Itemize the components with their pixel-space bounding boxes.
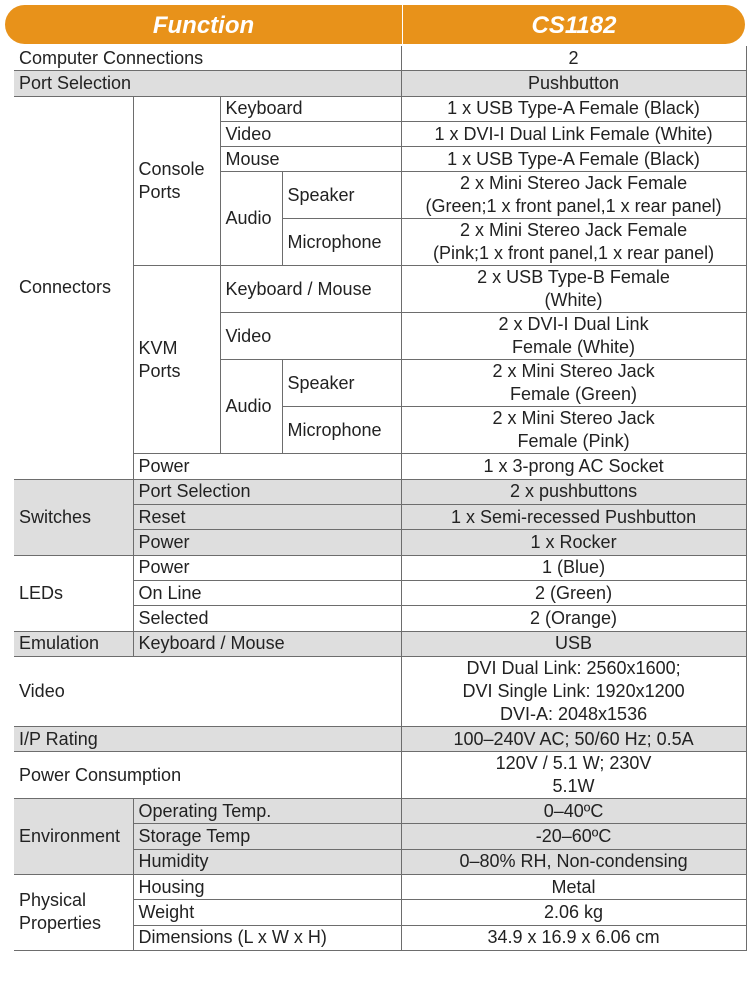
spec-label: Speaker xyxy=(282,172,401,219)
spec-label: Port Selection xyxy=(14,71,401,96)
value-line: 2 x DVI-I Dual Link xyxy=(498,314,649,335)
value-line: 5.1W xyxy=(552,776,595,797)
spec-value xyxy=(401,172,746,219)
table-row xyxy=(14,799,746,824)
spec-value: 100–240V AC; 50/60 Hz; 0.5A xyxy=(401,726,746,751)
table-row xyxy=(14,726,746,751)
spec-label: Keyboard xyxy=(220,96,401,121)
table-row xyxy=(14,479,746,504)
spec-label: Power Consumption xyxy=(14,752,401,799)
table-header-bar xyxy=(5,5,745,44)
spec-label: Operating Temp. xyxy=(133,799,401,824)
spec-value xyxy=(401,752,746,799)
value-line: Female (Pink) xyxy=(517,431,630,452)
spec-value: 2 (Orange) xyxy=(401,606,746,631)
spec-value: 1 x Rocker xyxy=(401,530,746,555)
spec-label: I/P Rating xyxy=(14,726,401,751)
spec-value: 1 x USB Type-A Female (Black) xyxy=(401,96,746,121)
table-row xyxy=(14,96,746,121)
spec-group-label: Emulation xyxy=(14,631,133,656)
spec-group-label: Connectors xyxy=(14,96,133,479)
spec-label: Video xyxy=(220,313,401,360)
table-row xyxy=(14,631,746,656)
spec-label: Selected xyxy=(133,606,401,631)
specification-table xyxy=(14,46,747,951)
spec-value: 1 (Blue) xyxy=(401,555,746,580)
value-line: DVI Dual Link: 2560x1600; xyxy=(466,657,681,678)
value-line: Female (White) xyxy=(512,337,636,358)
spec-label: Microphone xyxy=(282,407,401,454)
kvm-ports-label-line: KVM xyxy=(138,337,178,358)
spec-group-label: LEDs xyxy=(14,555,133,631)
kvm-ports-label-line: Ports xyxy=(138,360,181,381)
spec-value: 1 x DVI-I Dual Link Female (White) xyxy=(401,121,746,146)
value-line: 120V / 5.1 W; 230V xyxy=(495,753,652,774)
spec-value: 2 (Green) xyxy=(401,580,746,605)
function-column-header: Function xyxy=(152,12,255,39)
table-row xyxy=(14,71,746,96)
model-column-header: CS1182 xyxy=(531,12,617,39)
value-line: 2 x USB Type-B Female xyxy=(477,267,670,288)
spec-value xyxy=(401,313,746,360)
spec-label: Video xyxy=(220,121,401,146)
spec-value: 0–40ºC xyxy=(401,799,746,824)
spec-value xyxy=(401,360,746,407)
table-row xyxy=(14,875,746,900)
value-line: (Green;1 x front panel,1 x rear panel) xyxy=(425,196,722,217)
spec-label: Computer Connections xyxy=(14,46,401,71)
spec-subgroup-label xyxy=(133,266,220,454)
spec-value: USB xyxy=(401,631,746,656)
spec-label: Power xyxy=(133,530,401,555)
spec-audio-label: Audio xyxy=(220,360,282,454)
value-line: 2 x Mini Stereo Jack xyxy=(492,408,655,429)
spec-label: Power xyxy=(133,454,401,479)
value-line: (White) xyxy=(544,290,603,311)
spec-label: Microphone xyxy=(282,219,401,266)
value-line: 2 x Mini Stereo Jack Female xyxy=(460,220,688,241)
spec-label: Storage Temp xyxy=(133,824,401,849)
physical-properties-label-line: Physical xyxy=(19,890,87,911)
spec-value xyxy=(401,219,746,266)
spec-group-label xyxy=(14,875,133,951)
value-line: 2 x Mini Stereo Jack xyxy=(492,361,655,382)
spec-value: Metal xyxy=(401,875,746,900)
value-line: 2 x Mini Stereo Jack Female xyxy=(460,173,688,194)
spec-value xyxy=(401,407,746,454)
spec-value: 1 x Semi-recessed Pushbutton xyxy=(401,505,746,530)
spec-value: 2 xyxy=(401,46,746,71)
console-ports-label-line: Console xyxy=(138,159,205,180)
value-line: Female (Green) xyxy=(510,384,638,405)
console-ports-label-line: Ports xyxy=(138,182,181,203)
table-row xyxy=(14,46,746,71)
spec-value xyxy=(401,266,746,313)
spec-label: Speaker xyxy=(282,360,401,407)
spec-label: Dimensions (L x W x H) xyxy=(133,925,401,950)
spec-value: 2 x pushbuttons xyxy=(401,479,746,504)
value-line: (Pink;1 x front panel,1 x rear panel) xyxy=(432,243,715,264)
spec-value: 0–80% RH, Non-condensing xyxy=(401,849,746,874)
spec-subgroup-label xyxy=(133,96,220,266)
spec-value xyxy=(401,656,746,726)
physical-properties-label-line: Properties xyxy=(19,913,102,934)
spec-label: Keyboard / Mouse xyxy=(133,631,401,656)
spec-label: Reset xyxy=(133,505,401,530)
spec-label: Weight xyxy=(133,900,401,925)
spec-label: Video xyxy=(14,656,401,726)
spec-label: Housing xyxy=(133,875,401,900)
spec-audio-label: Audio xyxy=(220,172,282,266)
table-row xyxy=(14,555,746,580)
spec-value: -20–60ºC xyxy=(401,824,746,849)
spec-group-label: Environment xyxy=(14,799,133,875)
spec-label: Keyboard / Mouse xyxy=(220,266,401,313)
value-line: DVI-A: 2048x1536 xyxy=(500,703,648,724)
spec-label: Humidity xyxy=(133,849,401,874)
spec-value: 34.9 x 16.9 x 6.06 cm xyxy=(401,925,746,950)
spec-label: On Line xyxy=(133,580,401,605)
spec-value: 1 x 3-prong AC Socket xyxy=(401,454,746,479)
spec-label: Power xyxy=(133,555,401,580)
spec-group-label: Switches xyxy=(14,479,133,555)
value-line: DVI Single Link: 1920x1200 xyxy=(462,680,685,701)
spec-value: 1 x USB Type-A Female (Black) xyxy=(401,147,746,172)
spec-value: Pushbutton xyxy=(401,71,746,96)
spec-label: Mouse xyxy=(220,147,401,172)
spec-label: Port Selection xyxy=(133,479,401,504)
spec-value: 2.06 kg xyxy=(401,900,746,925)
